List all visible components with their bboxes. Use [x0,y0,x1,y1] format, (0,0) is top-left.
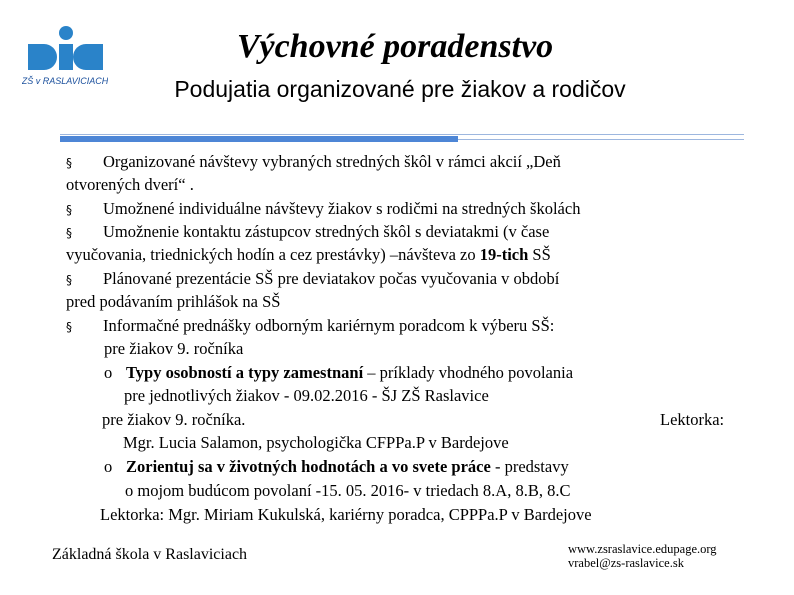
sub-bullet-2-line-2: o mojom budúcom povolaní -15. 05. 2016- v triedach 8.A, 8.B, 8.C [125,481,571,500]
page-subtitle: Podujatia organizované pre žiakov a rodičov [174,76,626,102]
logo-text: ZŠ v RASLAVICIACH [22,76,108,86]
sub-bullet-1-lecturer-label: Lektorka: [660,410,725,429]
sub-bullet-icon: o [104,457,113,476]
sub-bullet-2-line-3: Lektorka: Mgr. Miriam Kukulská, kariérny poradca, CPPPa.P v Bardejove [100,505,592,524]
visit-count: 19-tich [479,245,529,264]
sub-bullet-1-line-2: pre jednotlivých žiakov - 09.02.2016 - ŠJ ZŠ Raslavice [124,386,489,405]
footer-email[interactable]: vrabel@zs-raslavice.sk [568,556,684,570]
bullet-5-line-1: § Informačné prednášky odborným kariérnym poradcom k výberu SŠ: [66,316,555,335]
divider-bar [60,136,458,142]
lecture-1-title: Typy osobností a typy zamestnaní [126,363,364,382]
sub-bullet-1-line-1: o Typy osobností a typy zamestnaní – príklady vhodného povolania [104,363,574,382]
sub-bullet-1-line-4: Mgr. Lucia Salamon, psychologička CFPPa.P v Bardejove [123,433,509,452]
bullet-icon: § [66,203,72,217]
page-title: Výchovné poradenstvo [236,28,554,65]
bullet-3-line-1: § Umožnenie kontaktu zástupcov stredných škôl s deviatakmi (v čase [66,222,550,241]
bullet-4-line-2: pred podávaním prihlášok na SŠ [66,292,281,311]
divider-line-right [458,139,744,140]
bullet-icon: § [66,226,72,240]
lecture-2-title: Zorientuj sa v životných hodnotách a vo svete práce [126,457,491,476]
bullet-1-line-2: otvorených dverí“ . [66,175,194,194]
divider-line [60,134,744,135]
bullet-icon: § [66,320,72,334]
footer-school-name: Základná škola v Raslaviciach [52,546,248,563]
sub-bullet-1-line-3: pre žiakov 9. ročníka. [102,410,246,429]
school-logo [22,24,108,90]
bullet-4-line-1: § Plánované prezentácie SŠ pre deviatakov počas vyučovania v období [66,269,560,288]
bullet-icon: § [66,273,72,287]
bullet-2-line-1: § Umožnené individuálne návštevy žiakov s rodičmi na stredných školách [66,199,581,218]
bullet-1-line-1: § Organizované návštevy vybraných stredných škôl v rámci akcií „Deň [66,152,561,171]
sub-bullet-icon: o [104,363,113,382]
footer-contact [568,542,717,570]
bullet-3-line-2: vyučovania, triednických hodín a cez prestávky) –návšteva zo 19-tich SŠ [66,245,551,264]
bullet-icon: § [66,156,72,170]
sub-bullet-2-line-1: o Zorientuj sa v životných hodnotách a vo svete práce - predstavy [104,457,569,476]
bullet-5-line-2: pre žiakov 9. ročníka [104,339,244,358]
logo-icon [22,24,108,90]
footer-website[interactable]: www.zsraslavice.edupage.org [568,542,717,556]
